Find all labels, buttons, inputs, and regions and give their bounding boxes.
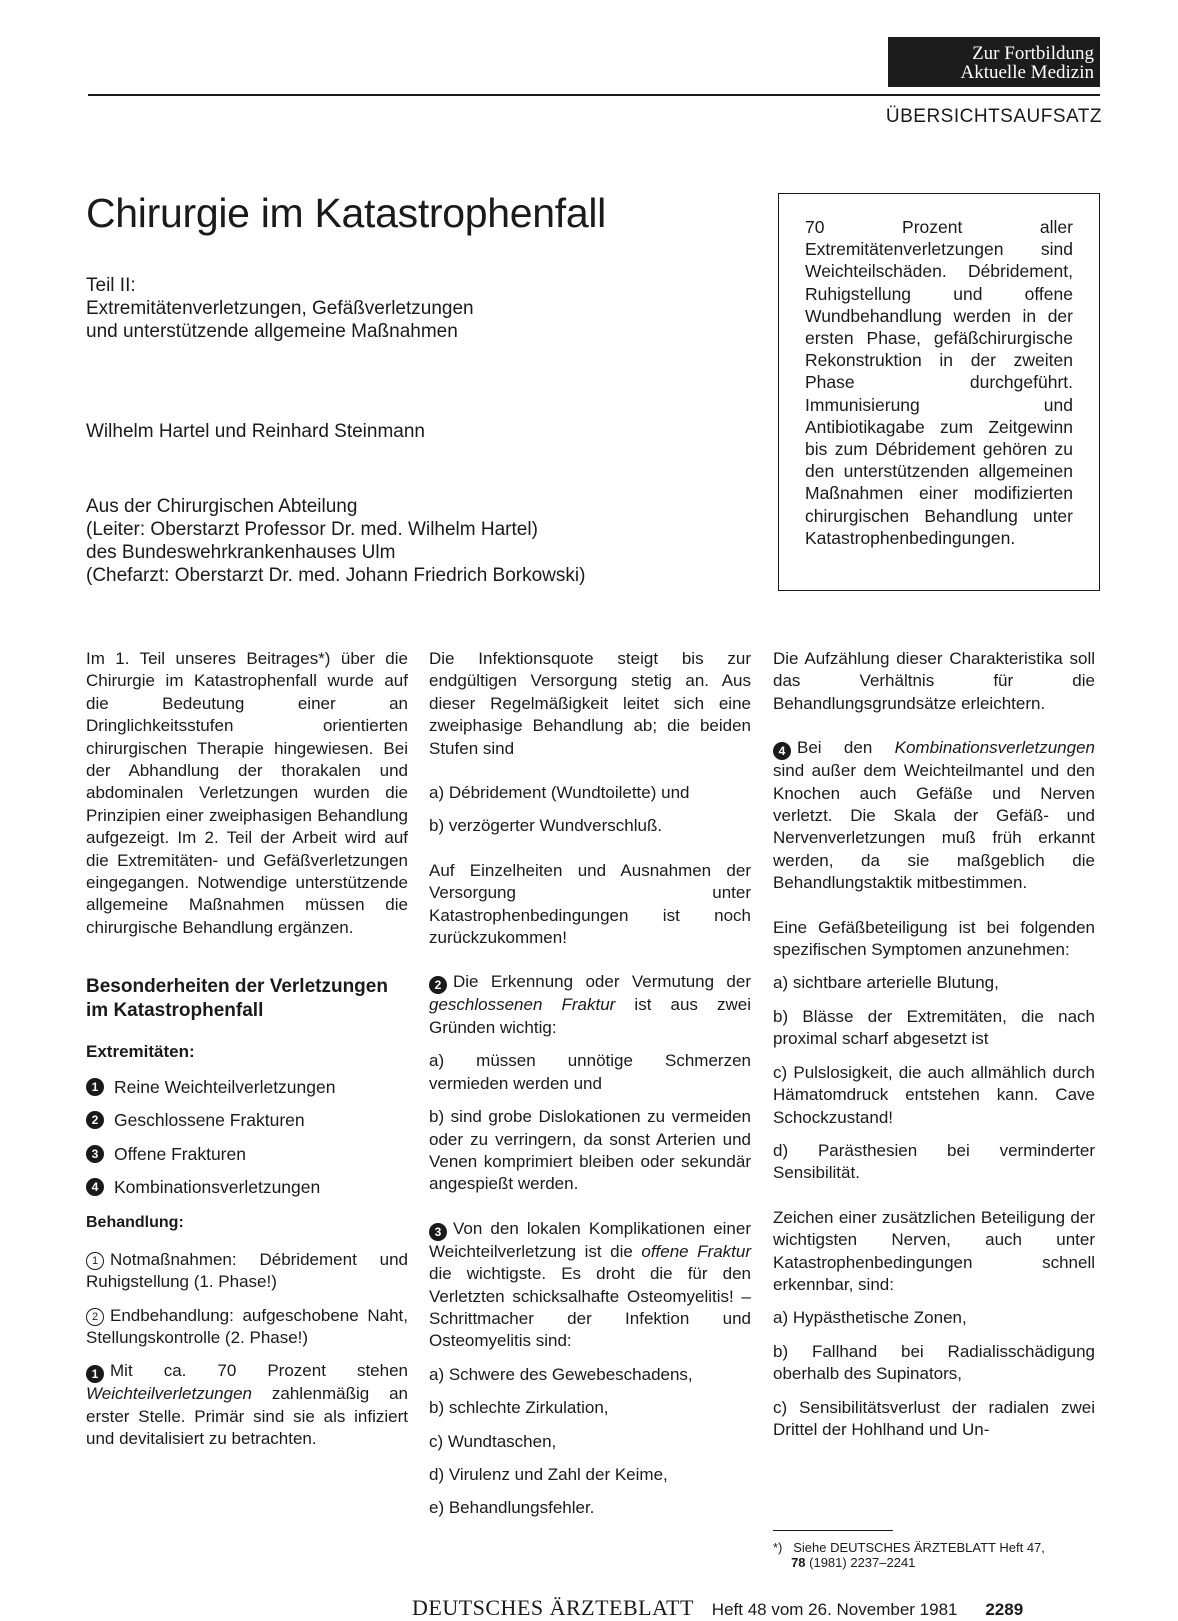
footnote-marker: *): [773, 1540, 783, 1555]
treatment-step-1: [86, 1249, 408, 1294]
affiliation-line: (Leiter: Oberstarzt Professor Dr. med. Wilhelm Hartel): [86, 519, 538, 540]
list-item: b) verzögerter Wundverschluß.: [429, 816, 663, 836]
journal-name: DEUTSCHES ÄRZTEBLATT: [412, 1595, 694, 1620]
badge-line-medizin: Aktuelle Medizin: [960, 62, 1094, 83]
list-item: b) schlechte Zirkulation,: [429, 1398, 609, 1418]
list-item: [86, 1076, 408, 1098]
footnote-volume: 78: [791, 1555, 806, 1570]
article-authors: Wilhelm Hartel und Reinhard Steinmann: [86, 421, 425, 442]
list-item-label: Kombinationsverletzungen: [114, 1176, 321, 1197]
list-item: a) Débridement (Wundtoilette) und: [429, 783, 690, 803]
text-run: sind außer dem Weichteilmantel und den Knochen auch Gefäße und Nerven verletzt. Die Skala der Gefäß- und Nervenverletzungen muß früh erkannt werden, da sie maßgeblich die Behandlungstaktik mitbestimmen.: [773, 761, 1095, 893]
list-item: d) Virulenz und Zahl der Keime,: [429, 1464, 668, 1484]
column-2: [429, 648, 751, 1531]
summary-box: [778, 193, 1100, 591]
text-run: Von den lokalen Komplikationen einer Weichteilverletzung ist die: [429, 1218, 751, 1261]
footnote: [773, 1540, 1095, 1570]
paragraph: Zeichen einer zusätzlichen Beteiligung der wichtigsten Nerven, auch unter Katastrophenbedingungen schnell erkennbar, sind:: [773, 1207, 1095, 1294]
text-run: ist aus zwei Gründen wichtig:: [429, 995, 751, 1037]
number-badge: 1: [86, 1078, 104, 1096]
number-badge: 3: [86, 1145, 104, 1163]
article-title: Chirurgie im Katastrophenfall: [86, 190, 606, 236]
paragraph-offene-fraktur: [429, 1218, 751, 1353]
section-badge: [888, 37, 1100, 87]
text-run: Mit ca. 70 Prozent stehen: [110, 1361, 408, 1381]
emphasis: Kombinationsverletzungen: [894, 738, 1095, 758]
emphasis: geschlossenen Fraktur: [429, 995, 616, 1015]
number-badge: 4: [86, 1178, 104, 1196]
emphasis: Weichteilverletzungen: [86, 1384, 252, 1404]
page-footer: [412, 1595, 1023, 1621]
summary-text: 70 Prozent aller Extremitätenverletzungen sind Weichteilschäden. Débridement, Ruhigstellung und offene Wundbehandlung werden in der ersten Phase, gefäßchirurgische Rekonstruktion in der zweiten Phase durchgeführt. Immunisierung und Antibiotikagabe zum Zeitgewinn bis zum Débridement gehören zu den unterstützenden allgemeinen Maßnahmen einer modifizierten chirurgischen Behandlung unter Katastrophenbedingungen.: [805, 217, 1073, 548]
paragraph-kombination: [773, 737, 1095, 894]
number-badge: 1: [86, 1365, 104, 1383]
list-item: a) Hypästhetische Zonen,: [773, 1308, 967, 1328]
footnote-text: (1981) 2237–2241: [805, 1555, 916, 1570]
list-item: d) Parästhesien bei verminderter Sensibilität.: [773, 1140, 1095, 1183]
list-item: b) Blässe der Extremitäten, die nach proximal scharf abgesetzt ist: [773, 1006, 1095, 1049]
issue-info: Heft 48 vom 26. November 1981: [711, 1600, 958, 1619]
list-item: c) Pulslosigkeit, die auch allmählich durch Hämatomdruck entstehen kann. Cave Schockzustand!: [773, 1062, 1095, 1127]
list-item: b) Fallhand bei Radialisschädigung oberhalb des Supinators,: [773, 1341, 1095, 1384]
article-subtitle-line2: und unterstützende allgemeine Maßnahmen: [86, 321, 458, 342]
list-item: [86, 1143, 408, 1165]
section-heading: Besonderheiten der Verletzungen im Katastrophenfall: [86, 976, 388, 1022]
list-item: c) Wundtaschen,: [429, 1431, 557, 1451]
list-item: a) müssen unnötige Schmerzen vermieden werden und: [429, 1051, 751, 1093]
list-item-label: Reine Weichteilverletzungen: [114, 1076, 336, 1097]
text-run: Die Erkennung oder Vermutung der: [453, 972, 751, 992]
circled-number: 2: [86, 1308, 104, 1326]
list-item-label: Geschlossene Frakturen: [114, 1110, 305, 1131]
badge-line-fortbildung: Zur Fortbildung: [972, 43, 1094, 64]
column-3: [773, 648, 1095, 1452]
column-1: [86, 648, 408, 1462]
number-badge: 2: [86, 1111, 104, 1129]
header-rule: [88, 94, 1100, 96]
text-run: die wichtigste. Es droht die für den Verletzten schicksalhafte Osteomyelitis! – Schrittmacher der Infektion und Osteomyelitis sind:: [429, 1264, 751, 1351]
text-run: zahlenmäßig an erster Stelle. Primär sind sie als infiziert und devitalisiert zu betrachten.: [86, 1384, 408, 1449]
paragraph: Auf Einzelheiten und Ausnahmen der Versorgung unter Katastrophenbedingungen ist noch zurückzukommen!: [429, 860, 751, 948]
paragraph: Die Aufzählung dieser Charakteristika soll das Verhältnis für die Behandlungsgrundsätze erleichtern.: [773, 649, 1095, 713]
paragraph: Die Infektionsquote steigt bis zur endgültigen Versorgung stetig an. Aus dieser Regelmäßigkeit leitet sich eine zweiphasige Behandlung ab; die beiden Stufen sind: [429, 649, 751, 758]
circled-number: 1: [86, 1252, 104, 1270]
treatment-step-2: [86, 1305, 408, 1350]
section-label: ÜBERSICHTSAUFSATZ: [885, 106, 1102, 127]
number-badge: 2: [429, 976, 447, 994]
list-item-label: Offene Frakturen: [114, 1143, 246, 1164]
intro-paragraph: Im 1. Teil unseres Beitrages*) über die Chirurgie im Katastrophenfall wurde auf die Bedeutung einer an Dringlichkeitsstufen orientierten chirurgischen Therapie hingewiesen. Bei der Abhandlung der thorakalen und abdominalen Verletzungen wurden die Prinzipien einer zweiphasigen Behandlung aufgezeigt. Im 2. Teil der Arbeit wird auf die Extremitäten- und Gefäßverletzungen eingegangen. Notwendige unterstützende allgemeine Maßnahmen müssen die chirurgische Behandlung ergänzen.: [86, 649, 408, 937]
paragraph-fraktur: [429, 971, 751, 1039]
list-item: [86, 1109, 408, 1131]
list-item: a) sichtbare arterielle Blutung,: [773, 973, 999, 993]
affiliation-line: des Bundeswehrkrankenhauses Ulm: [86, 542, 396, 563]
affiliation-line: Aus der Chirurgischen Abteilung: [86, 496, 358, 517]
treatment-step-text: Endbehandlung: aufgeschobene Naht, Stellungskontrolle (2. Phase!): [86, 1305, 408, 1347]
list-item: b) sind grobe Dislokationen zu vermeiden oder zu verringern, da sonst Arterien und Venen komprimiert bleiben oder sekundär angespießt werden.: [429, 1107, 751, 1194]
affiliation-line: (Chefarzt: Oberstarzt Dr. med. Johann Friedrich Borkowski): [86, 565, 586, 586]
treatment-step-text: Notmaßnahmen: Débridement und Ruhigstellung (1. Phase!): [86, 1249, 408, 1292]
footnote-text: Siehe DEUTSCHES ÄRZTEBLATT Heft 47,: [793, 1540, 1045, 1555]
subheading-extremitaeten: Extremitäten:: [86, 1042, 195, 1062]
number-badge: 3: [429, 1223, 447, 1241]
list-item: [86, 1176, 408, 1198]
list-item: a) Schwere des Gewebeschadens,: [429, 1364, 693, 1384]
paragraph: Eine Gefäßbeteiligung ist bei folgenden spezifischen Symptomen anzunehmen:: [773, 917, 1095, 960]
list-item: c) Sensibilitätsverlust der radialen zwei Drittel der Hohlhand und Un-: [773, 1397, 1095, 1439]
article-subtitle-line1: Extremitätenverletzungen, Gefäßverletzungen: [86, 298, 474, 319]
list-item: e) Behandlungsfehler.: [429, 1498, 595, 1518]
subheading-behandlung: Behandlung:: [86, 1214, 184, 1232]
paragraph-weichteil: [86, 1360, 408, 1450]
footnote-rule: [773, 1530, 893, 1531]
number-badge: 4: [773, 742, 791, 760]
emphasis: offene Fraktur: [641, 1241, 751, 1261]
text-run: Bei den: [797, 738, 895, 758]
article-part: Teil II:: [86, 275, 136, 296]
page-number: 2289: [985, 1600, 1024, 1619]
